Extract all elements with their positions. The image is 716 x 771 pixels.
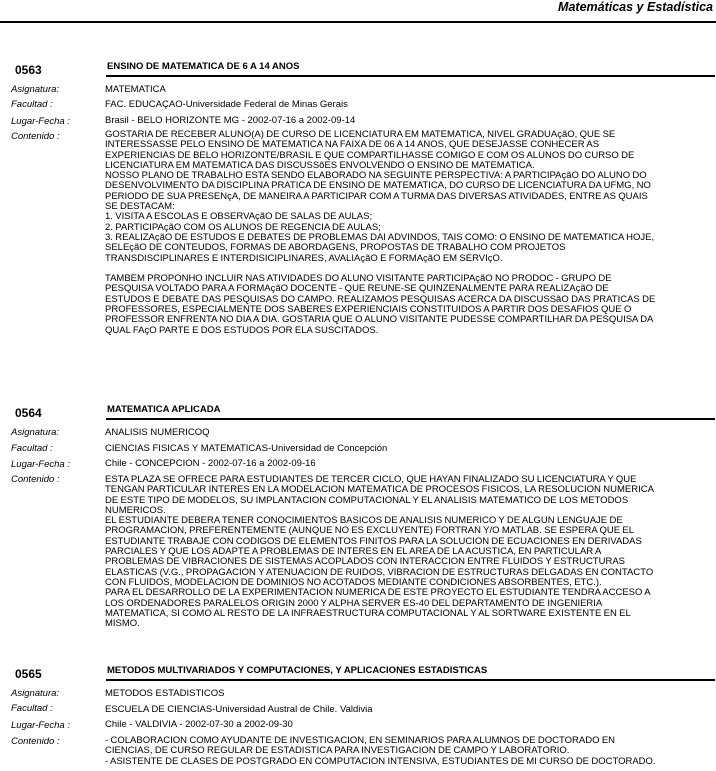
facultad-label: Facultad : (11, 99, 53, 110)
entry-code: 0564 (15, 406, 42, 420)
lugar-fecha-label: Lugar-Fecha : (11, 720, 70, 731)
entry-divider (106, 679, 715, 681)
lugar-fecha-label: Lugar-Fecha : (11, 459, 70, 470)
entry-title: ENSINO DE MATEMATICA DE 6 A 14 ANOS (107, 61, 300, 72)
asignatura-value: ANALISIS NUMERICOQ (105, 427, 210, 438)
facultad-value: CIENCIAS FISICAS Y MATEMATICAS-Universidad de Concepción (105, 443, 388, 454)
entry-title: METODOS MULTIVARIADOS Y COMPUTACIONES, Y APLICACIONES ESTADISTICAS (107, 665, 488, 676)
lugar-fecha-label: Lugar-Fecha : (11, 116, 70, 127)
contenido-text: ESTA PLAZA SE OFRECE PARA ESTUDIANTES DE TERCER CICLO, QUE HAYAN FINALIZADO SU LICENCIATURA Y QUE TENGAN PARTICULAR INTERES EN LA MODELACION MATEMATICA DE PROCESOS FISICOS, LA RESOLUCION NUMERICA DE ESTE TIPO DE MODELOS, SU IMPLANTACION COMPUTACIONAL Y EL ANALISIS MATEMATICO DE LOS METODOS NUMERICOS. EL ESTUDIANTE DEBERA TENER CONOCIMIENTOS BASICOS DE ANALISIS NUMERICO Y DE ALGUN LENGUAJE DE PROGRAMACION, PREFERENTEMENTE (AUNQUE NO ES EXCLUYENTE) FORTRAN Y/O MATLAB. SE ESPERA QUE EL ESTUDIANTE TRABAJE CON CODIGOS DE ELEMENTOS FINITOS PARA LA SOLUCION DE ECUACIONES EN DERIVADAS PARCIALES Y QUE LOS ADAPTE A PROBLEMAS DE INTERES EN EL AREA DE LA ACUSTICA, EN PARTICULAR A PROBLEMAS DE VIBRACIONES DE SISTEMAS ACOPLADOS CON INTERACCION ENTRE FLUIDOS Y ESTRUCTURAS ELASTICAS (V.G., PROPAGACION Y ATENUACION DE RUIDOS, VIBRACION DE ESTRUCTURAS DELGADAS EN CONTACTO CON FLUIDOS, MODELACION DE DOMINIOS NO ACOTADOS MEDIANTE CONDICIONES ABSORBENTES, ETC.). PARA EL DESARROLLO DE LA EXPERIMENTACION NUMERICA DE ESTE PROYECTO EL ESTUDIANTE TENDRA ACCESO A LOS ORDENADORES PARALELOS ORIGIN 2000 Y ALPHA SERVER ES-40 DEL DEPARTAMENTO DE INGENIERIA MATEMATICA, SI COMO AL RESTO DE LA INFRAESTRUCTURA COMPUTACIONAL Y AL SORTWARE EXISTENTE EN EL MISMO. (105, 474, 654, 630)
facultad-value: ESCUELA DE CIENCIAS-Universidad Austral de Chile. Valdivia (105, 704, 373, 715)
contenido-label: Contenido : (11, 474, 60, 485)
lugar-fecha-value: Chile - CONCEPCION - 2002-07-16 a 2002-09-16 (105, 458, 316, 469)
facultad-label: Facultad : (11, 443, 53, 454)
header-divider (0, 21, 716, 23)
lugar-fecha-value: Brasil - BELO HORIZONTE MG - 2002-07-16 a 2002-09-14 (105, 115, 356, 126)
asignatura-label: Asignatura: (11, 427, 60, 438)
contenido-text: - COLABORACION COMO AYUDANTE DE INVESTIGACION, EN SEMINARIOS PARA ALUMNOS DE DOCTORADO EN CIENCIAS, DE CURSO REGULAR DE ESTADISTICA PARA INVESTIGACION DE CAMPO Y LABORATORIO. - ASISTENTE DE CLASES DE POSTGRADO EN COMPUTACION INTENSIVA, ESTUDIANTES DE MI CURSO DE DOCTORADO. (105, 735, 656, 767)
asignatura-value: METODOS ESTADISTICOS (105, 688, 225, 699)
entry-divider (106, 75, 715, 77)
lugar-fecha-value: Chile - VALDIVIA - 2002-07-30 a 2002-09-30 (105, 719, 293, 730)
facultad-label: Facultad : (11, 703, 53, 714)
entry-code: 0565 (15, 667, 42, 681)
entry-code: 0563 (15, 63, 42, 77)
page-header-title: Matemáticas y Estadística (558, 0, 713, 14)
asignatura-label: Asignatura: (11, 84, 60, 95)
entry-divider (106, 418, 715, 420)
asignatura-label: Asignatura: (11, 688, 60, 699)
contenido-label: Contenido : (11, 736, 60, 747)
contenido-label: Contenido : (11, 131, 60, 142)
asignatura-value: MATEMATICA (105, 84, 166, 95)
contenido-text: GOSTARIA DE RECEBER ALUNO(A) DE CURSO DE LICENCIATURA EM MATEMATICA, NIVEL GRADUAçãO, QUE SE INTERESSASSE PELO ENSINO DE MATEMATICA NA FAIXA DE 06 A 14 ANOS, QUE DESEJASSE CONHECER AS EXPERIENCIAS DE BELO HORIZONTE/BRASIL E QUE COMPARTILHASSE COMIGO E COM OS ALUNOS DO CURSO DE LICENCIATURA EM MATEMATICA DAS DISCUSSõES ENVOLVENDO O ENSINO DE MATEMATICA. NOSSO PLANO DE TRABALHO ESTA SENDO ELABORADO NA SEGUINTE PERSPECTIVA: A PARTICIPAçãO DO ALUNO DO DESENVOLVIMENTO DA DISCIPLINA PRATICA DE ENSINO DE MATEMATICA, DO CURSO DE LICENCIATURA DA UFMG, NO PERIODO DE SUA PRESENçA, DE MANEIRA A PARTICIPAR COM A TURMA DAS DIVERSAS ATIVIDADES, ENTRE AS QUAIS SE DESTACAM: 1. VISITA A ESCOLAS E OBSERVAçãO DE SALAS DE AULAS; 2. PARTICIPAçãO COM OS ALUNOS DE REGENCIA DE AULAS; 3. REALIZAçãO DE ESTUDOS E DEBATES DE PROBLEMAS DAI ADVINDOS, TAIS COMO: O ENSINO DE MATEMATICA HOJE, SELEçãO DE CONTEUDOS, FORMAS DE ABORDAGENS, PROPOSTAS DE TRABALHO COM PROJETOS TRANSDISCIPLINARES E INTERDISICIPLINARES, AVALIAçãO E FORMAçãO EM SERVIçO. TAMBEM PROPONHO INCLUIR NAS ATIVIDADES DO ALUNO VISITANTE PARTICIPAçãO NO PRODOC - GRUPO DE PESQUISA VOLTADO PARA A FORMAçãO DOCENTE - QUE REUNE-SE QUINZENALMENTE PARA REALIZAçãO DE ESTUDOS E DEBATE DAS PESQUISAS DO CAMPO. REALIZAMOS PESQUISAS ACERCA DA DISCUSSãO DAS PRATICAS DE PROFESSORES, ESPECIALMENTE DOS SABERES EXPERIENCIAIS CONSTITUIDOS A PARTIR DOS DESAFIOS QUE O PROFESSOR ENFRENTA NO DIA A DIA. GOSTARIA QUE O ALUNO VISITANTE PUDESSE COMPARTILHAR DA PESQUISA DA QUAL FAçO PARTE E DOS ESTUDOS POR ELA SUSCITADOS. (105, 129, 656, 336)
entry-title: MATEMATICA APLICADA (107, 404, 221, 415)
facultad-value: FAC. EDUCAÇAO-Universidade Federal de Minas Gerais (105, 99, 348, 110)
